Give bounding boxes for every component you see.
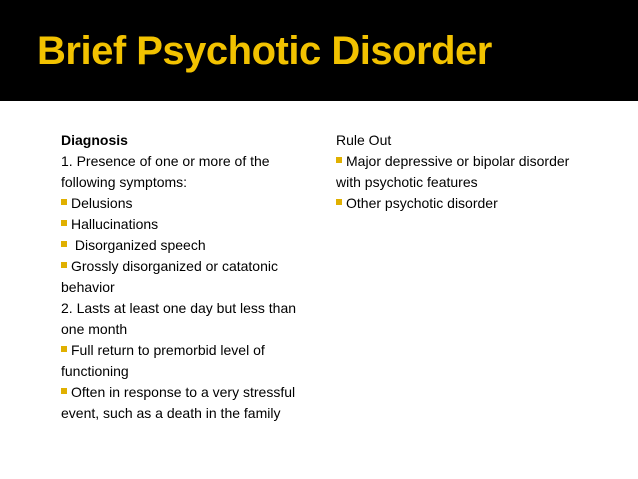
rule-out-label: Other psychotic disorder [346,195,498,211]
symptom-label: Hallucinations [71,216,159,232]
symptom-label: Delusions [71,195,133,211]
bullet-icon [61,388,67,394]
bullet-icon [61,220,67,226]
symptom-label: Grossly disorganized or catatonic behavior [61,258,278,295]
bullet-icon [61,346,67,352]
note-label: Often in response to a very stressful event, such as a death in the family [61,384,296,421]
diagnosis-heading: Diagnosis [61,132,128,148]
symptom-label: Disorganized speech [71,237,206,253]
symptom-item [61,214,311,235]
bullet-icon [61,199,67,205]
slide-title: Brief Psychotic Disorder [37,29,492,73]
rule-out-item [336,193,586,214]
symptom-item [61,235,311,256]
diagnosis-column [61,130,311,424]
title-bar [0,0,638,101]
rule-out-heading: Rule Out [336,132,392,148]
note-item [61,340,311,382]
bullet-icon [61,262,67,268]
symptom-item [61,256,311,298]
criterion-two: 2. Lasts at least one day but less than one month [61,300,297,337]
bullet-icon [336,199,342,205]
bullet-icon [61,241,67,247]
bullet-icon [336,157,342,163]
rule-out-item [336,151,586,193]
criterion-one: 1. Presence of one or more of the following symptoms: [61,153,270,190]
slide-content [0,101,638,479]
rule-out-column [336,130,586,214]
note-item [61,382,311,424]
note-label: Full return to premorbid level of functioning [61,342,265,379]
rule-out-label: Major depressive or bipolar disorder with psychotic features [336,153,570,190]
symptom-item [61,193,311,214]
